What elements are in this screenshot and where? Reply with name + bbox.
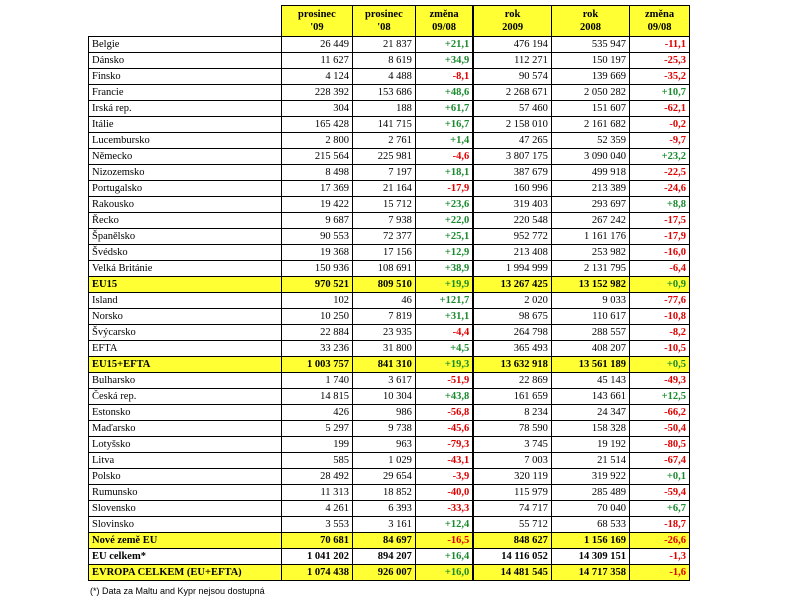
value-cell: 160 996	[473, 181, 551, 197]
value-cell: 19 368	[281, 245, 352, 261]
value-cell: 17 369	[281, 181, 352, 197]
value-cell: 848 627	[473, 533, 551, 549]
value-cell: 319 922	[551, 469, 629, 485]
value-cell: 3 161	[352, 517, 415, 533]
value-cell: 1 041 202	[281, 549, 352, 565]
row-label: Švédsko	[89, 245, 282, 261]
value-cell: 74 717	[473, 501, 551, 517]
change-cell: -9,7	[630, 133, 690, 149]
change-cell: +12,4	[415, 517, 473, 533]
table-row	[89, 261, 690, 277]
change-cell: +16,4	[415, 549, 473, 565]
change-cell: -0,2	[630, 117, 690, 133]
footnote: (*) Data za Maltu and Kypr nejsou dostupná	[90, 586, 265, 596]
value-cell: 7 938	[352, 213, 415, 229]
row-label: Lucembursko	[89, 133, 282, 149]
value-cell: 264 798	[473, 325, 551, 341]
change-cell: +38,9	[415, 261, 473, 277]
value-cell: 14 309 151	[551, 549, 629, 565]
value-cell: 9 687	[281, 213, 352, 229]
value-cell: 285 489	[551, 485, 629, 501]
value-cell: 13 632 918	[473, 357, 551, 373]
change-cell: +23,6	[415, 197, 473, 213]
header-dec08: prosinec '08	[352, 6, 415, 37]
value-cell: 9 033	[551, 293, 629, 309]
value-cell: 165 428	[281, 117, 352, 133]
value-cell: 293 697	[551, 197, 629, 213]
change-cell: +48,6	[415, 85, 473, 101]
value-cell: 31 800	[352, 341, 415, 357]
value-cell: 70 040	[551, 501, 629, 517]
change-cell: +16,7	[415, 117, 473, 133]
value-cell: 17 156	[352, 245, 415, 261]
change-cell: +23,2	[630, 149, 690, 165]
table-row	[89, 181, 690, 197]
value-cell: 15 712	[352, 197, 415, 213]
row-label: Rakousko	[89, 197, 282, 213]
row-label: Finsko	[89, 69, 282, 85]
change-cell: -77,6	[630, 293, 690, 309]
row-label: Nizozemsko	[89, 165, 282, 181]
row-label: EFTA	[89, 341, 282, 357]
header-year2008: rok 2008	[551, 6, 629, 37]
value-cell: 213 389	[551, 181, 629, 197]
value-cell: 8 498	[281, 165, 352, 181]
row-label: Estonsko	[89, 405, 282, 421]
change-cell: +18,1	[415, 165, 473, 181]
table-row	[89, 69, 690, 85]
value-cell: 153 686	[352, 85, 415, 101]
change-cell: -3,9	[415, 469, 473, 485]
row-label: Portugalsko	[89, 181, 282, 197]
change-cell: -24,6	[630, 181, 690, 197]
value-cell: 841 310	[352, 357, 415, 373]
change-cell: -66,2	[630, 405, 690, 421]
value-cell: 33 236	[281, 341, 352, 357]
change-cell: +25,1	[415, 229, 473, 245]
change-cell: -17,9	[415, 181, 473, 197]
value-cell: 894 207	[352, 549, 415, 565]
row-label: EVROPA CELKEM (EU+EFTA)	[89, 565, 282, 581]
value-cell: 970 521	[281, 277, 352, 293]
change-cell: +43,8	[415, 389, 473, 405]
table-row	[89, 469, 690, 485]
change-cell: -17,9	[630, 229, 690, 245]
value-cell: 84 697	[352, 533, 415, 549]
value-cell: 55 712	[473, 517, 551, 533]
change-cell: +1,4	[415, 133, 473, 149]
value-cell: 150 197	[551, 53, 629, 69]
value-cell: 963	[352, 437, 415, 453]
value-cell: 7 197	[352, 165, 415, 181]
value-cell: 139 669	[551, 69, 629, 85]
change-cell: -51,9	[415, 373, 473, 389]
change-cell: -49,3	[630, 373, 690, 389]
value-cell: 2 131 795	[551, 261, 629, 277]
value-cell: 90 574	[473, 69, 551, 85]
value-cell: 2 050 282	[551, 85, 629, 101]
value-cell: 45 143	[551, 373, 629, 389]
change-cell: -43,1	[415, 453, 473, 469]
table-row	[89, 277, 690, 293]
row-label: EU15+EFTA	[89, 357, 282, 373]
change-cell: +19,9	[415, 277, 473, 293]
change-cell: -45,6	[415, 421, 473, 437]
change-cell: +61,7	[415, 101, 473, 117]
value-cell: 7 819	[352, 309, 415, 325]
value-cell: 26 449	[281, 37, 352, 53]
value-cell: 14 481 545	[473, 565, 551, 581]
change-cell: -4,6	[415, 149, 473, 165]
value-cell: 3 807 175	[473, 149, 551, 165]
row-label: Maďarsko	[89, 421, 282, 437]
value-cell: 426	[281, 405, 352, 421]
value-cell: 52 359	[551, 133, 629, 149]
value-cell: 18 852	[352, 485, 415, 501]
value-cell: 9 738	[352, 421, 415, 437]
table-row	[89, 149, 690, 165]
change-cell: -1,6	[630, 565, 690, 581]
row-label: Litva	[89, 453, 282, 469]
value-cell: 72 377	[352, 229, 415, 245]
value-cell: 102	[281, 293, 352, 309]
value-cell: 13 561 189	[551, 357, 629, 373]
value-cell: 22 869	[473, 373, 551, 389]
change-cell: -67,4	[630, 453, 690, 469]
row-label: Česká rep.	[89, 389, 282, 405]
value-cell: 2 020	[473, 293, 551, 309]
value-cell: 535 947	[551, 37, 629, 53]
value-cell: 11 313	[281, 485, 352, 501]
change-cell: -59,4	[630, 485, 690, 501]
table-row	[89, 309, 690, 325]
value-cell: 115 979	[473, 485, 551, 501]
value-cell: 365 493	[473, 341, 551, 357]
change-cell: -40,0	[415, 485, 473, 501]
change-cell: -80,5	[630, 437, 690, 453]
value-cell: 1 029	[352, 453, 415, 469]
value-cell: 19 192	[551, 437, 629, 453]
value-cell: 304	[281, 101, 352, 117]
change-cell: -18,7	[630, 517, 690, 533]
value-cell: 90 553	[281, 229, 352, 245]
value-cell: 112 271	[473, 53, 551, 69]
value-cell: 10 250	[281, 309, 352, 325]
table-row	[89, 389, 690, 405]
value-cell: 585	[281, 453, 352, 469]
value-cell: 151 607	[551, 101, 629, 117]
value-cell: 228 392	[281, 85, 352, 101]
change-cell: -10,8	[630, 309, 690, 325]
change-cell: -62,1	[630, 101, 690, 117]
value-cell: 14 116 052	[473, 549, 551, 565]
change-cell: -8,1	[415, 69, 473, 85]
row-label: Řecko	[89, 213, 282, 229]
value-cell: 70 681	[281, 533, 352, 549]
change-cell: +21,1	[415, 37, 473, 53]
change-cell: -11,1	[630, 37, 690, 53]
change-cell: -56,8	[415, 405, 473, 421]
value-cell: 108 691	[352, 261, 415, 277]
change-cell: +12,9	[415, 245, 473, 261]
value-cell: 143 661	[551, 389, 629, 405]
change-cell: -79,3	[415, 437, 473, 453]
header-blank-cell	[89, 6, 282, 37]
value-cell: 23 935	[352, 325, 415, 341]
change-cell: -4,4	[415, 325, 473, 341]
value-cell: 2 158 010	[473, 117, 551, 133]
change-cell: +19,3	[415, 357, 473, 373]
row-label: Polsko	[89, 469, 282, 485]
row-label: Norsko	[89, 309, 282, 325]
change-cell: +0,9	[630, 277, 690, 293]
row-label: Slovensko	[89, 501, 282, 517]
row-label: EU celkem*	[89, 549, 282, 565]
table-row	[89, 245, 690, 261]
value-cell: 213 408	[473, 245, 551, 261]
value-cell: 2 268 671	[473, 85, 551, 101]
value-cell: 267 242	[551, 213, 629, 229]
value-cell: 4 261	[281, 501, 352, 517]
change-cell: +34,9	[415, 53, 473, 69]
table-row	[89, 405, 690, 421]
change-cell: -16,0	[630, 245, 690, 261]
value-cell: 4 124	[281, 69, 352, 85]
change-cell: -50,4	[630, 421, 690, 437]
value-cell: 387 679	[473, 165, 551, 181]
value-cell: 3 745	[473, 437, 551, 453]
value-cell: 161 659	[473, 389, 551, 405]
value-cell: 1 740	[281, 373, 352, 389]
row-label: Německo	[89, 149, 282, 165]
value-cell: 5 297	[281, 421, 352, 437]
value-cell: 7 003	[473, 453, 551, 469]
table-row	[89, 37, 690, 53]
value-cell: 1 003 757	[281, 357, 352, 373]
table-row	[89, 133, 690, 149]
value-cell: 3 617	[352, 373, 415, 389]
table-row	[89, 197, 690, 213]
value-cell: 11 627	[281, 53, 352, 69]
change-cell: +16,0	[415, 565, 473, 581]
change-cell: -17,5	[630, 213, 690, 229]
change-cell: -26,6	[630, 533, 690, 549]
change-cell: -6,4	[630, 261, 690, 277]
value-cell: 319 403	[473, 197, 551, 213]
table-row	[89, 357, 690, 373]
value-cell: 4 488	[352, 69, 415, 85]
table-row	[89, 85, 690, 101]
value-cell: 14 815	[281, 389, 352, 405]
registrations-table	[88, 5, 690, 581]
value-cell: 1 156 169	[551, 533, 629, 549]
header-change-year: změna 09/08	[630, 6, 690, 37]
value-cell: 19 422	[281, 197, 352, 213]
row-label: Island	[89, 293, 282, 309]
table-row	[89, 213, 690, 229]
value-cell: 21 164	[352, 181, 415, 197]
change-cell: +0,1	[630, 469, 690, 485]
change-cell: +12,5	[630, 389, 690, 405]
table-row	[89, 517, 690, 533]
value-cell: 13 152 982	[551, 277, 629, 293]
value-cell: 14 717 358	[551, 565, 629, 581]
change-cell: +4,5	[415, 341, 473, 357]
row-label: Belgie	[89, 37, 282, 53]
value-cell: 2 161 682	[551, 117, 629, 133]
table-row	[89, 325, 690, 341]
value-cell: 98 675	[473, 309, 551, 325]
change-cell: +22,0	[415, 213, 473, 229]
value-cell: 28 492	[281, 469, 352, 485]
table-row	[89, 101, 690, 117]
change-cell: +10,7	[630, 85, 690, 101]
value-cell: 8 619	[352, 53, 415, 69]
value-cell: 2 800	[281, 133, 352, 149]
table-row	[89, 373, 690, 389]
change-cell: -25,3	[630, 53, 690, 69]
value-cell: 158 328	[551, 421, 629, 437]
value-cell: 225 981	[352, 149, 415, 165]
change-cell: -22,5	[630, 165, 690, 181]
value-cell: 47 265	[473, 133, 551, 149]
value-cell: 8 234	[473, 405, 551, 421]
value-cell: 2 761	[352, 133, 415, 149]
change-cell: +31,1	[415, 309, 473, 325]
value-cell: 68 533	[551, 517, 629, 533]
value-cell: 188	[352, 101, 415, 117]
value-cell: 926 007	[352, 565, 415, 581]
value-cell: 3 553	[281, 517, 352, 533]
row-label: EU15	[89, 277, 282, 293]
change-cell: -8,2	[630, 325, 690, 341]
header-change-month: změna 09/08	[415, 6, 473, 37]
header-year2009: rok 2009	[473, 6, 551, 37]
value-cell: 215 564	[281, 149, 352, 165]
value-cell: 6 393	[352, 501, 415, 517]
table-row	[89, 293, 690, 309]
header-row	[89, 6, 690, 37]
value-cell: 952 772	[473, 229, 551, 245]
change-cell: +6,7	[630, 501, 690, 517]
table-row	[89, 565, 690, 581]
row-label: Španělsko	[89, 229, 282, 245]
value-cell: 809 510	[352, 277, 415, 293]
value-cell: 13 267 425	[473, 277, 551, 293]
value-cell: 110 617	[551, 309, 629, 325]
value-cell: 78 590	[473, 421, 551, 437]
table-row	[89, 533, 690, 549]
row-label: Lotyšsko	[89, 437, 282, 453]
row-label: Dánsko	[89, 53, 282, 69]
value-cell: 986	[352, 405, 415, 421]
value-cell: 499 918	[551, 165, 629, 181]
table-row	[89, 229, 690, 245]
row-label: Francie	[89, 85, 282, 101]
change-cell: +8,8	[630, 197, 690, 213]
value-cell: 320 119	[473, 469, 551, 485]
table-row	[89, 453, 690, 469]
value-cell: 150 936	[281, 261, 352, 277]
row-label: Nové země EU	[89, 533, 282, 549]
value-cell: 46	[352, 293, 415, 309]
value-cell: 1 994 999	[473, 261, 551, 277]
table-row	[89, 501, 690, 517]
change-cell: +121,7	[415, 293, 473, 309]
value-cell: 21 837	[352, 37, 415, 53]
value-cell: 1 074 438	[281, 565, 352, 581]
table-row	[89, 53, 690, 69]
change-cell: -16,5	[415, 533, 473, 549]
value-cell: 29 654	[352, 469, 415, 485]
row-label: Švýcarsko	[89, 325, 282, 341]
header-dec09: prosinec '09	[281, 6, 352, 37]
value-cell: 288 557	[551, 325, 629, 341]
value-cell: 141 715	[352, 117, 415, 133]
row-label: Itálie	[89, 117, 282, 133]
value-cell: 57 460	[473, 101, 551, 117]
value-cell: 21 514	[551, 453, 629, 469]
table-row	[89, 437, 690, 453]
value-cell: 10 304	[352, 389, 415, 405]
table-row	[89, 485, 690, 501]
value-cell: 220 548	[473, 213, 551, 229]
row-label: Rumunsko	[89, 485, 282, 501]
change-cell: -35,2	[630, 69, 690, 85]
table-row	[89, 421, 690, 437]
value-cell: 3 090 040	[551, 149, 629, 165]
table-row	[89, 117, 690, 133]
change-cell: -10,5	[630, 341, 690, 357]
value-cell: 476 194	[473, 37, 551, 53]
change-cell: -33,3	[415, 501, 473, 517]
table-row	[89, 341, 690, 357]
row-label: Bulharsko	[89, 373, 282, 389]
value-cell: 253 982	[551, 245, 629, 261]
row-label: Irská rep.	[89, 101, 282, 117]
value-cell: 199	[281, 437, 352, 453]
value-cell: 24 347	[551, 405, 629, 421]
value-cell: 1 161 176	[551, 229, 629, 245]
row-label: Slovinsko	[89, 517, 282, 533]
row-label: Velká Británie	[89, 261, 282, 277]
change-cell: +0,5	[630, 357, 690, 373]
table-row	[89, 549, 690, 565]
value-cell: 408 207	[551, 341, 629, 357]
table-row	[89, 165, 690, 181]
change-cell: -1,3	[630, 549, 690, 565]
value-cell: 22 884	[281, 325, 352, 341]
